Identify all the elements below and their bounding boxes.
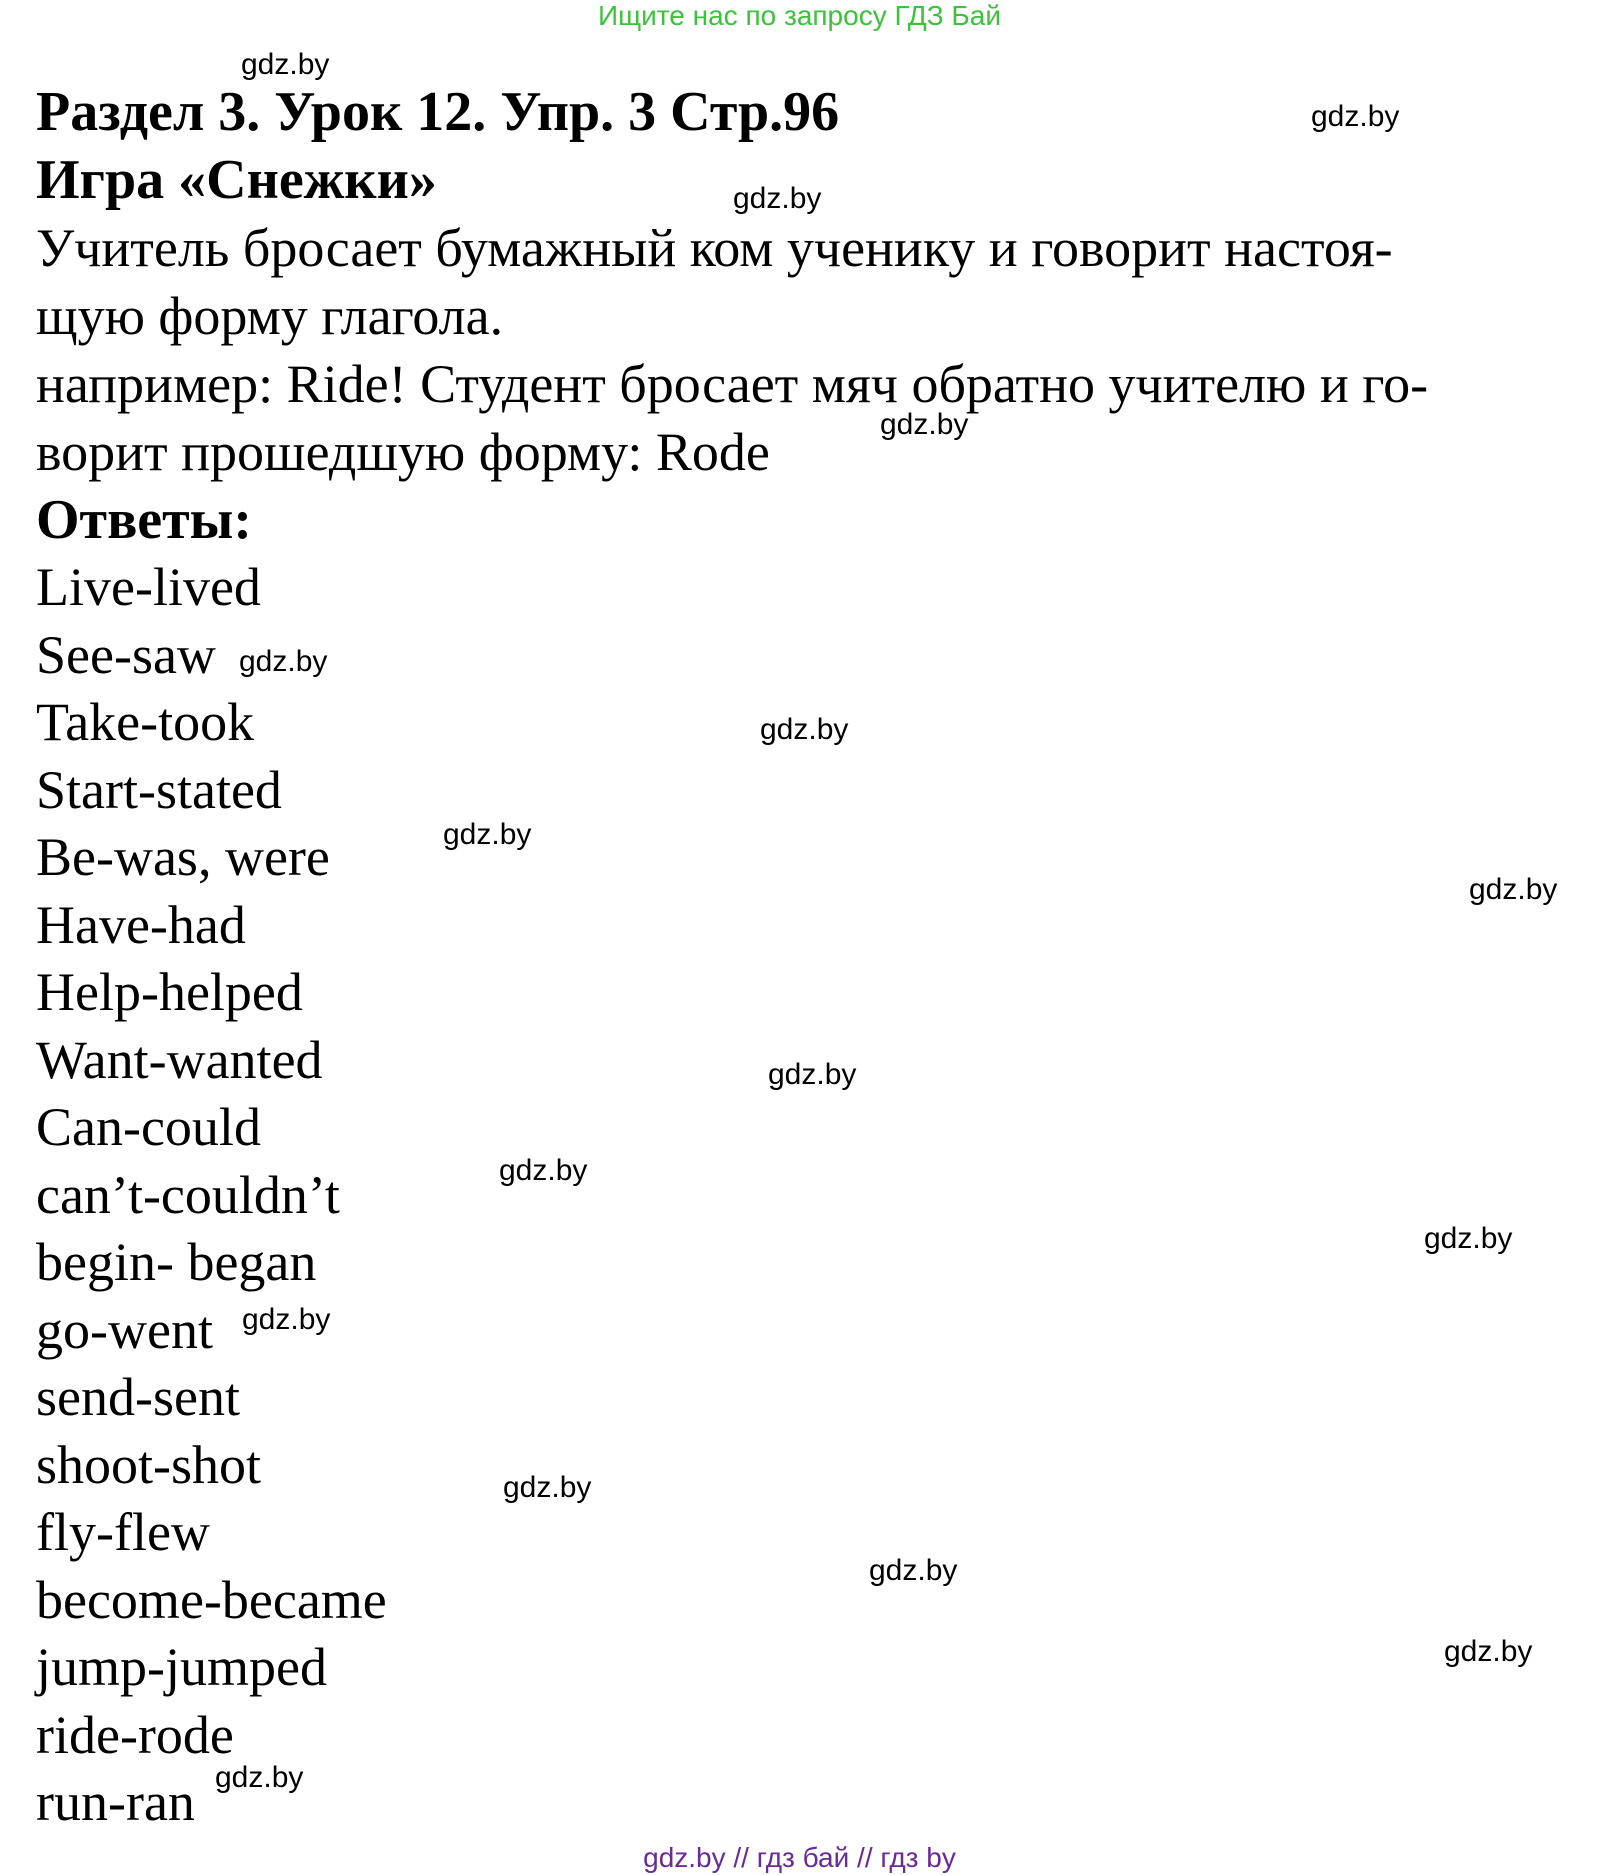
answers-heading: Ответы: [36, 489, 253, 551]
answer-item: Live-lived [36, 557, 261, 617]
answer-item: begin- began [36, 1232, 317, 1292]
answer-item: Want-wanted [36, 1029, 323, 1090]
watermark: gdz.by [1469, 873, 1558, 906]
watermark: gdz.by [1424, 1222, 1513, 1255]
answer-item: can’t-couldn’t [36, 1164, 340, 1225]
watermark: gdz.by [239, 645, 328, 678]
watermark: gdz.by [215, 1761, 304, 1794]
watermark: gdz.by [241, 48, 330, 81]
answer-item: send-sent [36, 1367, 240, 1427]
answer-item: Take-took [36, 692, 255, 752]
watermark: gdz.by [503, 1471, 592, 1504]
watermark: gdz.by [869, 1554, 958, 1587]
footer: gdz.by // гдз бай // гдз by [643, 1842, 956, 1873]
answer-item: ride-rode [36, 1704, 234, 1765]
instructions-line-3: например: Ride! Студент бросает мяч обратно учителю и го- [36, 354, 1429, 414]
answer-item: Start-stated [36, 759, 282, 820]
watermark: gdz.by [760, 713, 849, 746]
watermark: gdz.by [880, 408, 969, 441]
watermark: gdz.by [768, 1058, 857, 1091]
game-title: Игра «Снежки» [36, 149, 437, 211]
watermark: gdz.by [1311, 100, 1400, 133]
answer-item: Can-could [36, 1097, 261, 1157]
answer-item: jump-jumped [36, 1637, 327, 1697]
instructions-line-2: щую форму глагола. [36, 286, 504, 346]
answer-item: go-went [36, 1299, 213, 1360]
answer-item: shoot-shot [36, 1434, 262, 1495]
answer-item: See-saw [36, 624, 216, 685]
answer-item: run-ran [36, 1772, 195, 1832]
answer-item: become-became [36, 1569, 387, 1630]
watermark: gdz.by [499, 1154, 588, 1187]
answer-item: Be-was, were [36, 827, 330, 887]
watermark: gdz.by [1444, 1635, 1533, 1668]
answer-item: Have-had [36, 894, 246, 955]
answer-item: Help-helped [36, 962, 303, 1022]
watermark: gdz.by [242, 1303, 331, 1336]
answer-item: fly-flew [36, 1502, 210, 1562]
document-content [36, 78, 1576, 1837]
watermark: gdz.by [443, 818, 532, 851]
instructions-line-1: Учитель бросает бумажный ком ученику и говорит настоя- [36, 218, 1393, 278]
watermark: gdz.by [733, 182, 822, 215]
instructions-paragraph [36, 214, 1576, 486]
top-banner: Ищите нас по запросу ГДЗ Бай [597, 0, 1002, 31]
instructions-line-4: ворит прошедшую форму: Rode [36, 422, 770, 482]
page-title: Раздел 3. Урок 12. Упр. 3 Стр.96 [36, 81, 840, 143]
